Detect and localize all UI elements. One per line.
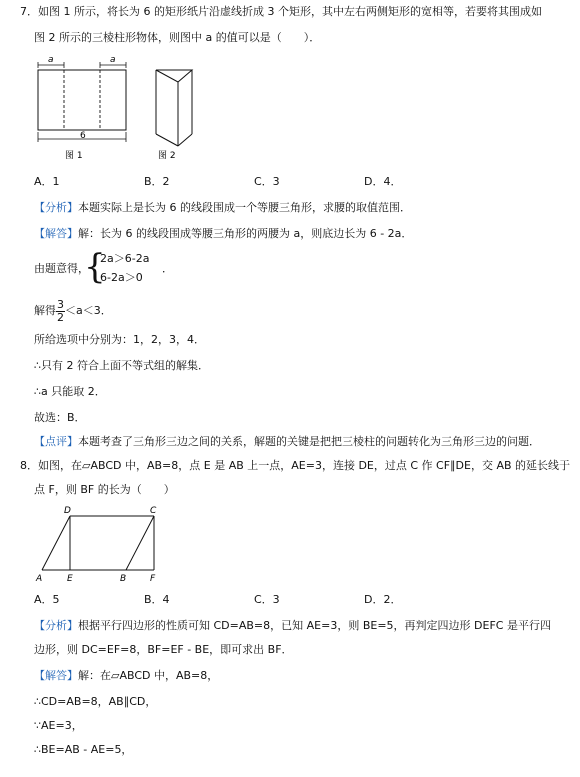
fraction-3-over-2: $\frac{3}{2}$ (57, 297, 64, 324)
q8-option-c: C．3 (254, 593, 280, 606)
q7-line-a-equals-2: ∴a 只能取 2． (34, 385, 106, 398)
q7-analysis (34, 200, 411, 216)
vertex-label-b: B (120, 574, 127, 584)
q8-line-ae: ∵AE=3， (34, 719, 83, 732)
q7-stem-line1: 7．如图 1 所示，将长为 6 的矩形纸片沿虚线折成 3 个矩形，其中左右两侧矩形的宽相等，若要将其围成如 (20, 5, 542, 18)
q7-comment (34, 434, 540, 450)
q7-system-row1: 2a＞6-2a (100, 252, 150, 265)
q8-analysis-line1 (34, 618, 551, 634)
q7-options (34, 174, 534, 190)
q8-analysis-line2: 边形，则 DC=EF=8，BF=EF - BE，即可求出 BF． (34, 643, 293, 656)
q7-option-b: B．2 (144, 175, 170, 188)
q7-option-d: D．4． (364, 175, 402, 188)
parallelogram-abcd-with-cf (42, 516, 154, 570)
q7-solve-suffix: ＜a＜3． (65, 304, 112, 317)
q7-option-a: A．1 (34, 175, 60, 188)
q7-system-suffix: ． (162, 262, 173, 275)
q7-stem-line2: 图 2 所示的三棱柱形物体，则图中 a 的值可以是（ ）． (34, 31, 321, 44)
figure-1-folded-strip (38, 62, 126, 142)
q8-analysis-text1: 根据平行四边形的性质可知 CD=AB=8，已知 AE=3，则 BE=5，再判定四边形 DEFC 是平行四 (78, 619, 551, 632)
vertex-label-c: C (150, 506, 157, 516)
left-brace: { (84, 247, 106, 287)
q8-option-a: A．5 (34, 593, 60, 606)
q8-analysis-tag: 【分析】 (34, 619, 78, 632)
q7-line-only-2: ∴只有 2 符合上面不等式组的解集． (34, 359, 209, 372)
q7-comment-text: 本题考查了三角形三边之间的关系，解题的关键是把把三棱柱的问题转化为三角形三边的问题． (78, 435, 540, 448)
q7-system-row2: 6-2a＞0 (100, 271, 143, 284)
q8-option-b: B．4 (144, 593, 170, 606)
q8-answer-text: 解：在▱ABCD 中，AB=8， (78, 669, 219, 682)
q8-stem-line2: 点 F，则 BF 的长为（ ） (34, 483, 175, 496)
figure-2-caption: 图 2 (158, 151, 176, 161)
vertex-label-a: A (36, 574, 43, 584)
q8-stem-line1: 8．如图，在▱ABCD 中，AB=8，点 E 是 AB 上一点，AE=3，连接 DE，过点 C 作 CF∥DE，交 AB 的延长线于 (20, 459, 571, 472)
q7-answer (34, 226, 412, 242)
q8-line-be: ∴BE=AB - AE=5， (34, 743, 133, 756)
q8-option-d: D．2． (364, 593, 402, 606)
q8-parallelogram-figure (30, 504, 170, 584)
q7-solution-range (34, 298, 112, 324)
q8-options (34, 592, 534, 608)
figure-1-caption: 图 1 (65, 151, 83, 161)
q7-option-c: C．3 (254, 175, 280, 188)
q7-answer-tag: 【解答】 (34, 227, 78, 240)
figure-1-label-a-right: a (110, 55, 116, 65)
vertex-label-e: E (67, 574, 73, 584)
vertex-label-d: D (64, 506, 71, 516)
q7-analysis-tag: 【分析】 (34, 201, 78, 214)
figure-1-label-6: 6 (80, 131, 86, 141)
q7-solve-prefix: 解得 (34, 304, 56, 317)
q7-system-prefix: 由题意得， (34, 262, 89, 275)
q7-figures (20, 54, 220, 166)
q7-answer-text: 解：长为 6 的线段围成等腰三角形的两腰为 a，则底边长为 6 - 2a． (78, 227, 413, 240)
q7-line-options-values: 所给选项中分别为：1，2，3，4． (34, 333, 205, 346)
q8-answer (34, 668, 218, 684)
figure-1-label-a-left: a (48, 55, 54, 65)
q7-comment-tag: 【点评】 (34, 435, 78, 448)
q8-line-cd: ∴CD=AB=8，AB∥CD， (34, 695, 157, 708)
q8-answer-tag: 【解答】 (34, 669, 78, 682)
q7-line-choice: 故选：B． (34, 411, 86, 424)
figure-2-triangular-prism (156, 70, 192, 146)
vertex-label-f: F (150, 574, 156, 584)
q7-analysis-text: 本题实际上是长为 6 的线段围成一个等腰三角形，求腰的取值范围． (78, 201, 411, 214)
